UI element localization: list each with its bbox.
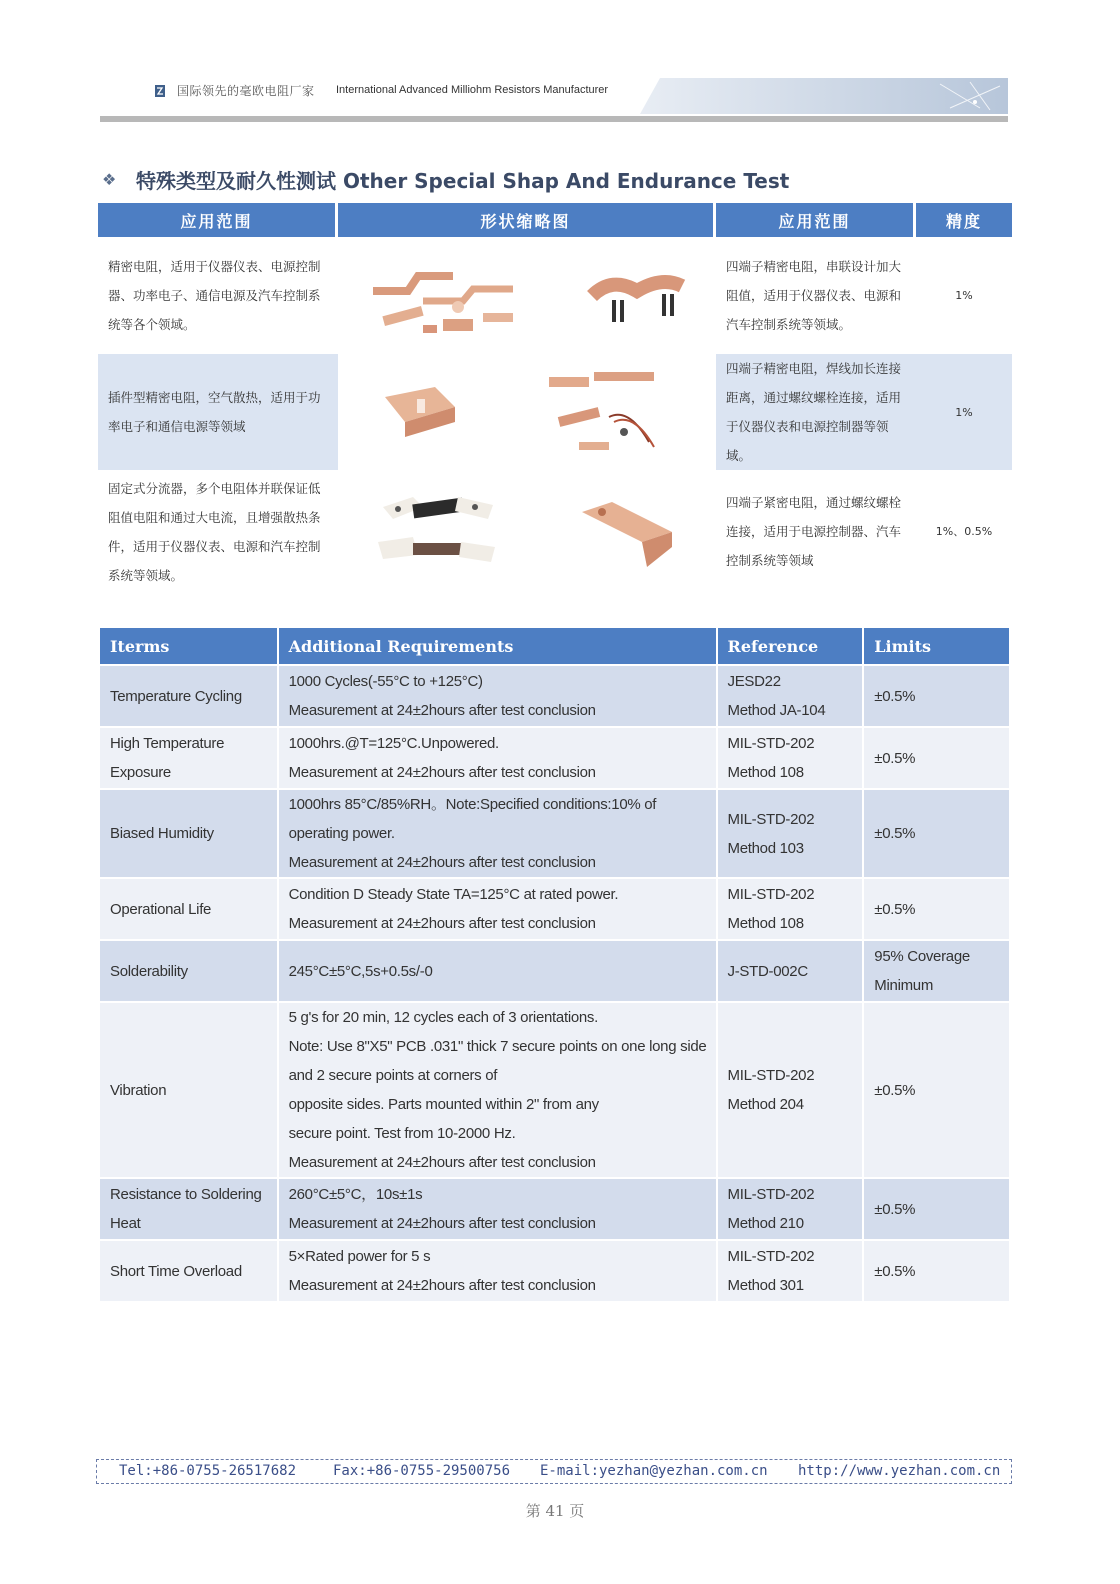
test-reference <box>717 878 864 940</box>
header-decoration <box>640 78 1008 114</box>
shapes-row-3-precision: 1%、0.5% <box>916 470 1012 593</box>
test-requirements-line: Measurement at 24±2hours after test conclusion <box>288 702 596 719</box>
test-item <box>99 665 278 727</box>
test-requirements-line: Measurement at 24±2hours after test conclusion <box>288 1215 596 1232</box>
test-item-line: Heat <box>110 1215 141 1232</box>
test-limit <box>863 1240 1010 1302</box>
section-title-text: 特殊类型及耐久性测试 Other Special Shap And Endurance Test <box>136 168 790 193</box>
test-reference-line: MIL-STD-202 <box>727 1248 815 1265</box>
test-reference <box>717 727 864 789</box>
page-number: 第 41 页 <box>525 1502 585 1520</box>
test-requirements-line: Measurement at 24±2hours after test conclusion <box>288 854 596 871</box>
test-item <box>99 727 278 789</box>
test-row <box>99 1002 1010 1178</box>
test-item-line: High Temperature <box>110 735 225 752</box>
test-item <box>99 789 278 878</box>
test-limit-line: ±0.5% <box>874 749 916 767</box>
header-divider <box>100 116 1008 122</box>
test-reference-line: Method 204 <box>727 1096 804 1113</box>
test-reference-line: Method 108 <box>727 915 804 932</box>
shapes-row-1-right: 四端子精密电阻，串联设计加大阻值，适用于仪器仪表、电源和汽车控制系统等领域。 <box>716 237 916 354</box>
test-limit <box>863 1178 1010 1240</box>
test-item <box>99 878 278 940</box>
test-requirements-line: 5 g's for 20 min, 12 cycles each of 3 orientations. <box>288 1009 598 1026</box>
shapes-row-1-left: 精密电阻，适用于仪器仪表、电源控制器、功率电子、通信电源及汽车控制系统等各个领域。 <box>98 237 338 354</box>
test-requirements <box>278 665 717 727</box>
test-item-line: Operational Life <box>110 900 212 918</box>
endurance-test-table <box>98 626 1011 1303</box>
test-requirements <box>278 878 717 940</box>
test-item <box>99 940 278 1002</box>
test-reference <box>717 1178 864 1240</box>
test-limit-line: ±0.5% <box>874 825 916 842</box>
shapes-row-3-image <box>338 470 716 593</box>
test-row <box>99 789 1010 878</box>
contact-footer <box>96 1459 1012 1484</box>
test-limit-line: ±0.5% <box>874 900 916 918</box>
test-limit <box>863 727 1010 789</box>
test-reference <box>717 1002 864 1178</box>
test-requirements-line: Note: Use 8"X5" PCB .031" thick 7 secure points on one long side <box>288 1038 707 1055</box>
test-row <box>99 940 1010 1002</box>
test-requirements-line: 5×Rated power for 5 s <box>288 1248 431 1265</box>
test-item <box>99 1178 278 1240</box>
test-item-line: Biased Humidity <box>110 825 214 842</box>
test-item-line: Vibration <box>110 1081 167 1099</box>
shapes-row-2-right: 四端子精密电阻，焊线加长连接距离，通过螺纹螺栓连接，适用于仪器仪表和电源控制器等领域。 <box>716 354 916 470</box>
test-item-line: Solderability <box>110 962 188 980</box>
bolted-resistor-image <box>572 487 682 577</box>
test-requirements-line: Measurement at 24±2hours after test conclusion <box>288 1154 596 1171</box>
test-reference-line: MIL-STD-202 <box>727 810 815 828</box>
test-limit <box>863 1002 1010 1178</box>
test-item-line: Resistance to Soldering <box>110 1186 262 1203</box>
test-requirements <box>278 940 717 1002</box>
test-reference <box>717 665 864 727</box>
test-reference-line: MIL-STD-202 <box>727 886 815 903</box>
test-reference <box>717 789 864 878</box>
test-row <box>99 878 1010 940</box>
header-limits: Limits <box>863 627 1010 665</box>
shapes-row-2-image <box>338 354 716 470</box>
test-limit-line: ±0.5% <box>874 687 916 705</box>
footer-email[interactable]: E-mail:yezhan@yezhan.com.cn <box>540 1463 768 1479</box>
test-requirements <box>278 727 717 789</box>
test-row <box>99 665 1010 727</box>
shapes-row-2-precision: 1% <box>916 354 1012 470</box>
shapes-row-3-left: 固定式分流器，多个电阻体并联保证低阻值电阻和通过大电流，且增强散热条件，适用于仪器仪表、电源和汽车控制系统等领域。 <box>98 470 338 593</box>
test-row <box>99 727 1010 789</box>
test-requirements <box>278 789 717 878</box>
test-row <box>99 1240 1010 1302</box>
shapes-row-1-image <box>338 237 716 354</box>
test-reference-line: Method 301 <box>727 1277 804 1294</box>
section-title <box>102 164 789 194</box>
test-limit-line: Minimum <box>874 977 934 994</box>
shapes-header-app-left: 应用范围 <box>98 203 338 237</box>
shapes-header-precision: 精度 <box>916 203 1012 237</box>
header-reference: Reference <box>717 627 864 665</box>
test-requirements-line: Measurement at 24±2hours after test conclusion <box>288 764 596 781</box>
test-limit <box>863 665 1010 727</box>
test-reference-line: J-STD-002C <box>727 962 808 980</box>
test-item-line: Exposure <box>110 764 171 781</box>
test-reference <box>717 940 864 1002</box>
test-item-line: Temperature Cycling <box>110 687 242 705</box>
test-requirements <box>278 1002 717 1178</box>
test-item <box>99 1002 278 1178</box>
test-reference-line: JESD22 <box>727 673 781 690</box>
shapes-row-2-left: 插件型精密电阻，空气散热，适用于功率电子和通信电源等领域 <box>98 354 338 470</box>
test-item <box>99 1240 278 1302</box>
footer-fax: Fax:+86-0755-29500756 <box>333 1463 511 1479</box>
resistor-strips-image <box>363 251 533 341</box>
test-requirements-line: Measurement at 24±2hours after test conclusion <box>288 1277 596 1294</box>
header-items: Iterms <box>99 627 278 665</box>
test-reference-line: MIL-STD-202 <box>727 1186 815 1203</box>
test-limit-line: ±0.5% <box>874 1081 916 1099</box>
test-requirements-line: 260°C±5°C，10s±1s <box>288 1186 423 1203</box>
shapes-header-shape: 形状缩略图 <box>338 203 716 237</box>
test-table-header <box>99 627 1010 665</box>
header-cn-slogan: 国际领先的毫欧电阻厂家 <box>177 84 315 98</box>
test-row <box>99 1178 1010 1240</box>
test-requirements <box>278 1240 717 1302</box>
page-header <box>100 78 1008 118</box>
test-reference <box>717 1240 864 1302</box>
test-reference-line: Method JA-104 <box>727 702 826 719</box>
test-reference-line: MIL-STD-202 <box>727 735 815 752</box>
test-requirements <box>278 1178 717 1240</box>
test-limit <box>863 940 1010 1002</box>
test-limit <box>863 789 1010 878</box>
test-requirements-line: 245°C±5°C,5s+0.5s/-0 <box>288 962 433 980</box>
diamond-bullet-icon: ❖ <box>102 169 117 189</box>
test-requirements-line: opposite sides. Parts mounted within 2" from any <box>288 1096 599 1113</box>
shunt-image <box>373 487 503 577</box>
header-requirements: Additional Requirements <box>278 627 717 665</box>
test-requirements-line: Measurement at 24±2hours after test conclusion <box>288 915 596 932</box>
test-requirements-line: 1000hrs.@T=125°C.Unpowered. <box>288 735 499 752</box>
test-requirements-line: and 2 secure points at corners of <box>288 1067 498 1084</box>
test-requirements-line: 1000 Cycles(-55°C to +125°C) <box>288 673 483 690</box>
test-requirements-line: Condition D Steady State TA=125°C at rated power. <box>288 886 619 903</box>
test-requirements-line: 1000hrs 85°C/85%RH。Note:Specified conditions:10% of <box>288 796 657 813</box>
plug-in-resistor-image <box>375 377 465 447</box>
test-limit-line: 95% Coverage <box>874 948 970 965</box>
shapes-row-1-precision: 1% <box>916 237 1012 354</box>
wired-resistor-image <box>539 362 679 462</box>
test-reference-line: MIL-STD-202 <box>727 1067 815 1084</box>
test-item-line: Short Time Overload <box>110 1262 242 1280</box>
shapes-row-3-right: 四端子紧密电阻，通过螺纹螺栓连接，适用于电源控制器、汽车控制系统等领域 <box>716 470 916 593</box>
test-requirements-line: secure point. Test from 10-2000 Hz. <box>288 1125 516 1142</box>
test-limit <box>863 878 1010 940</box>
shapes-table <box>98 203 1012 593</box>
brand-mark-icon <box>155 85 165 97</box>
header-en-slogan: International Advanced Milliohm Resistors Manufacturer <box>336 84 609 96</box>
test-reference-line: Method 103 <box>727 839 804 857</box>
footer-website[interactable]: http://www.yezhan.com.cn <box>798 1463 1001 1479</box>
test-requirements-line: operating power. <box>288 825 395 842</box>
test-limit-line: ±0.5% <box>874 1200 916 1218</box>
shapes-header-app-right: 应用范围 <box>716 203 916 237</box>
footer-tel: Tel:+86-0755-26517682 <box>119 1463 297 1479</box>
test-limit-line: ±0.5% <box>874 1262 916 1280</box>
four-terminal-resistor-image <box>582 256 692 336</box>
test-reference-line: Method 210 <box>727 1215 804 1232</box>
test-reference-line: Method 108 <box>727 764 804 781</box>
